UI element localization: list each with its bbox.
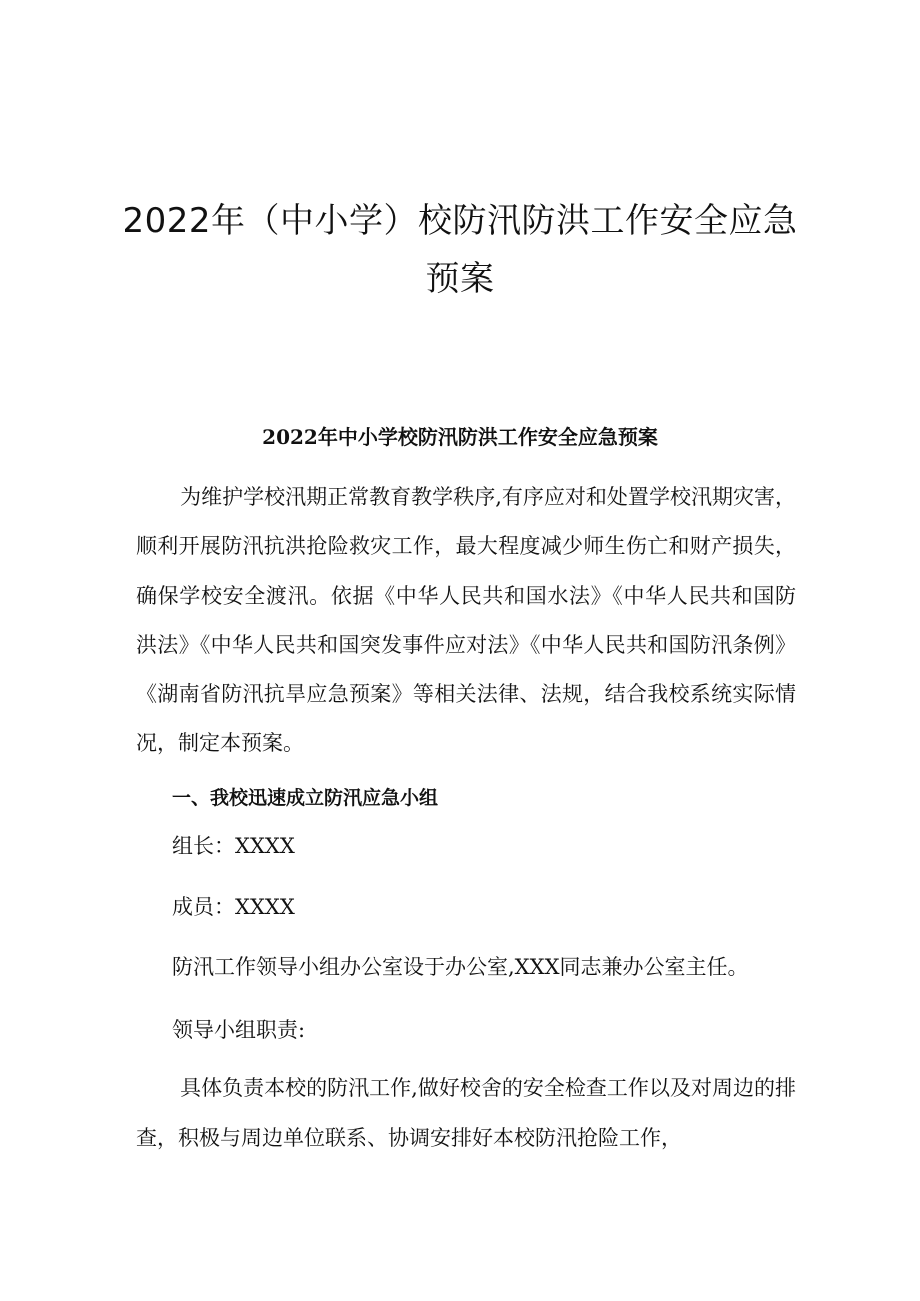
document-main-title: 2022年（中小学）校防汛防洪工作安全应急预案 — [122, 201, 798, 299]
group-members-line: 成员：XXXX — [172, 895, 295, 919]
document-subtitle: 2022年中小学校防汛防洪工作安全应急预案 — [262, 425, 658, 449]
duties-paragraph: 具体负责本校的防汛工作,做好校舍的安全检查工作以及对周边的排查，积极与周边单位联系、协调安排好本校防汛抢险工作， — [136, 1076, 796, 1150]
section-1-heading: 一、我校迅速成立防汛应急小组 — [172, 787, 439, 809]
duties-label: 领导小组职责: — [172, 1018, 306, 1042]
office-line: 防汛工作领导小组办公室设于办公室,XXX同志兼办公室主任。 — [172, 955, 749, 979]
intro-paragraph: 为维护学校汛期正常教育教学秩序,有序应对和处置学校汛期灾害，顺利开展防汛抗洪抢险救灾工作，最大程度减少师生伤亡和财产损失，确保学校安全渡汛。依据《中华人民共和国水法》《中华人民共和国防洪法》《中华人民共和国突发事件应对法》《中华人民共和国防汛条例》《湖南省防汛抗旱应急预案》等相关法律、法规，结合我校系统实际情况，制定本预案。 — [136, 485, 796, 756]
group-leader-line: 组长：XXXX — [172, 834, 295, 858]
